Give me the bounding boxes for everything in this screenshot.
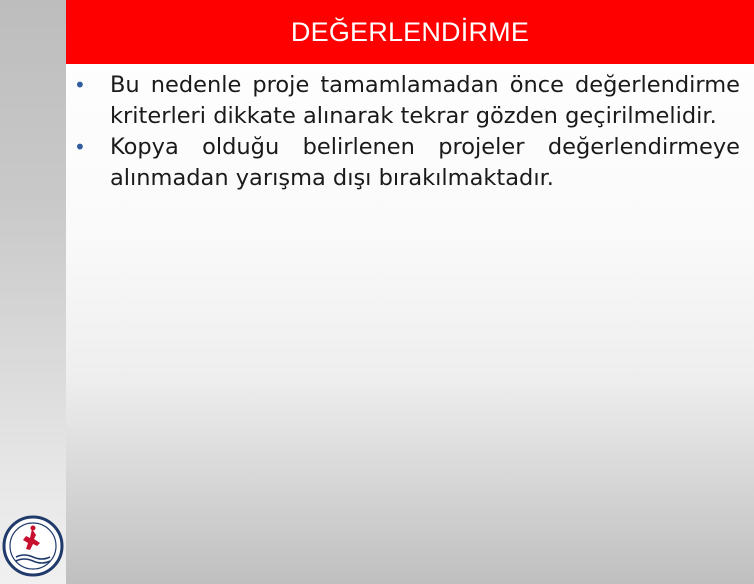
university-logo-icon [2,515,64,577]
bullet-item [74,70,740,132]
bullet-item [74,132,740,194]
bullet-icon: • [74,135,86,159]
slide-title: DEĞERLENDİRME [290,16,530,47]
left-sidebar-strip [0,0,66,584]
bullet-text: Kopya olduğu belirlenen projeler değerlendirmeye alınmadan yarışma dışı bırakılmaktadır. [110,134,740,191]
bullet-icon: • [74,73,86,97]
bullet-list [74,70,740,194]
title-bar [66,0,754,64]
bullet-text: Bu nedenle proje tamamlamadan önce değerlendirme kriterleri dikkate alınarak tekrar gözden geçirilmelidir. [110,72,740,129]
